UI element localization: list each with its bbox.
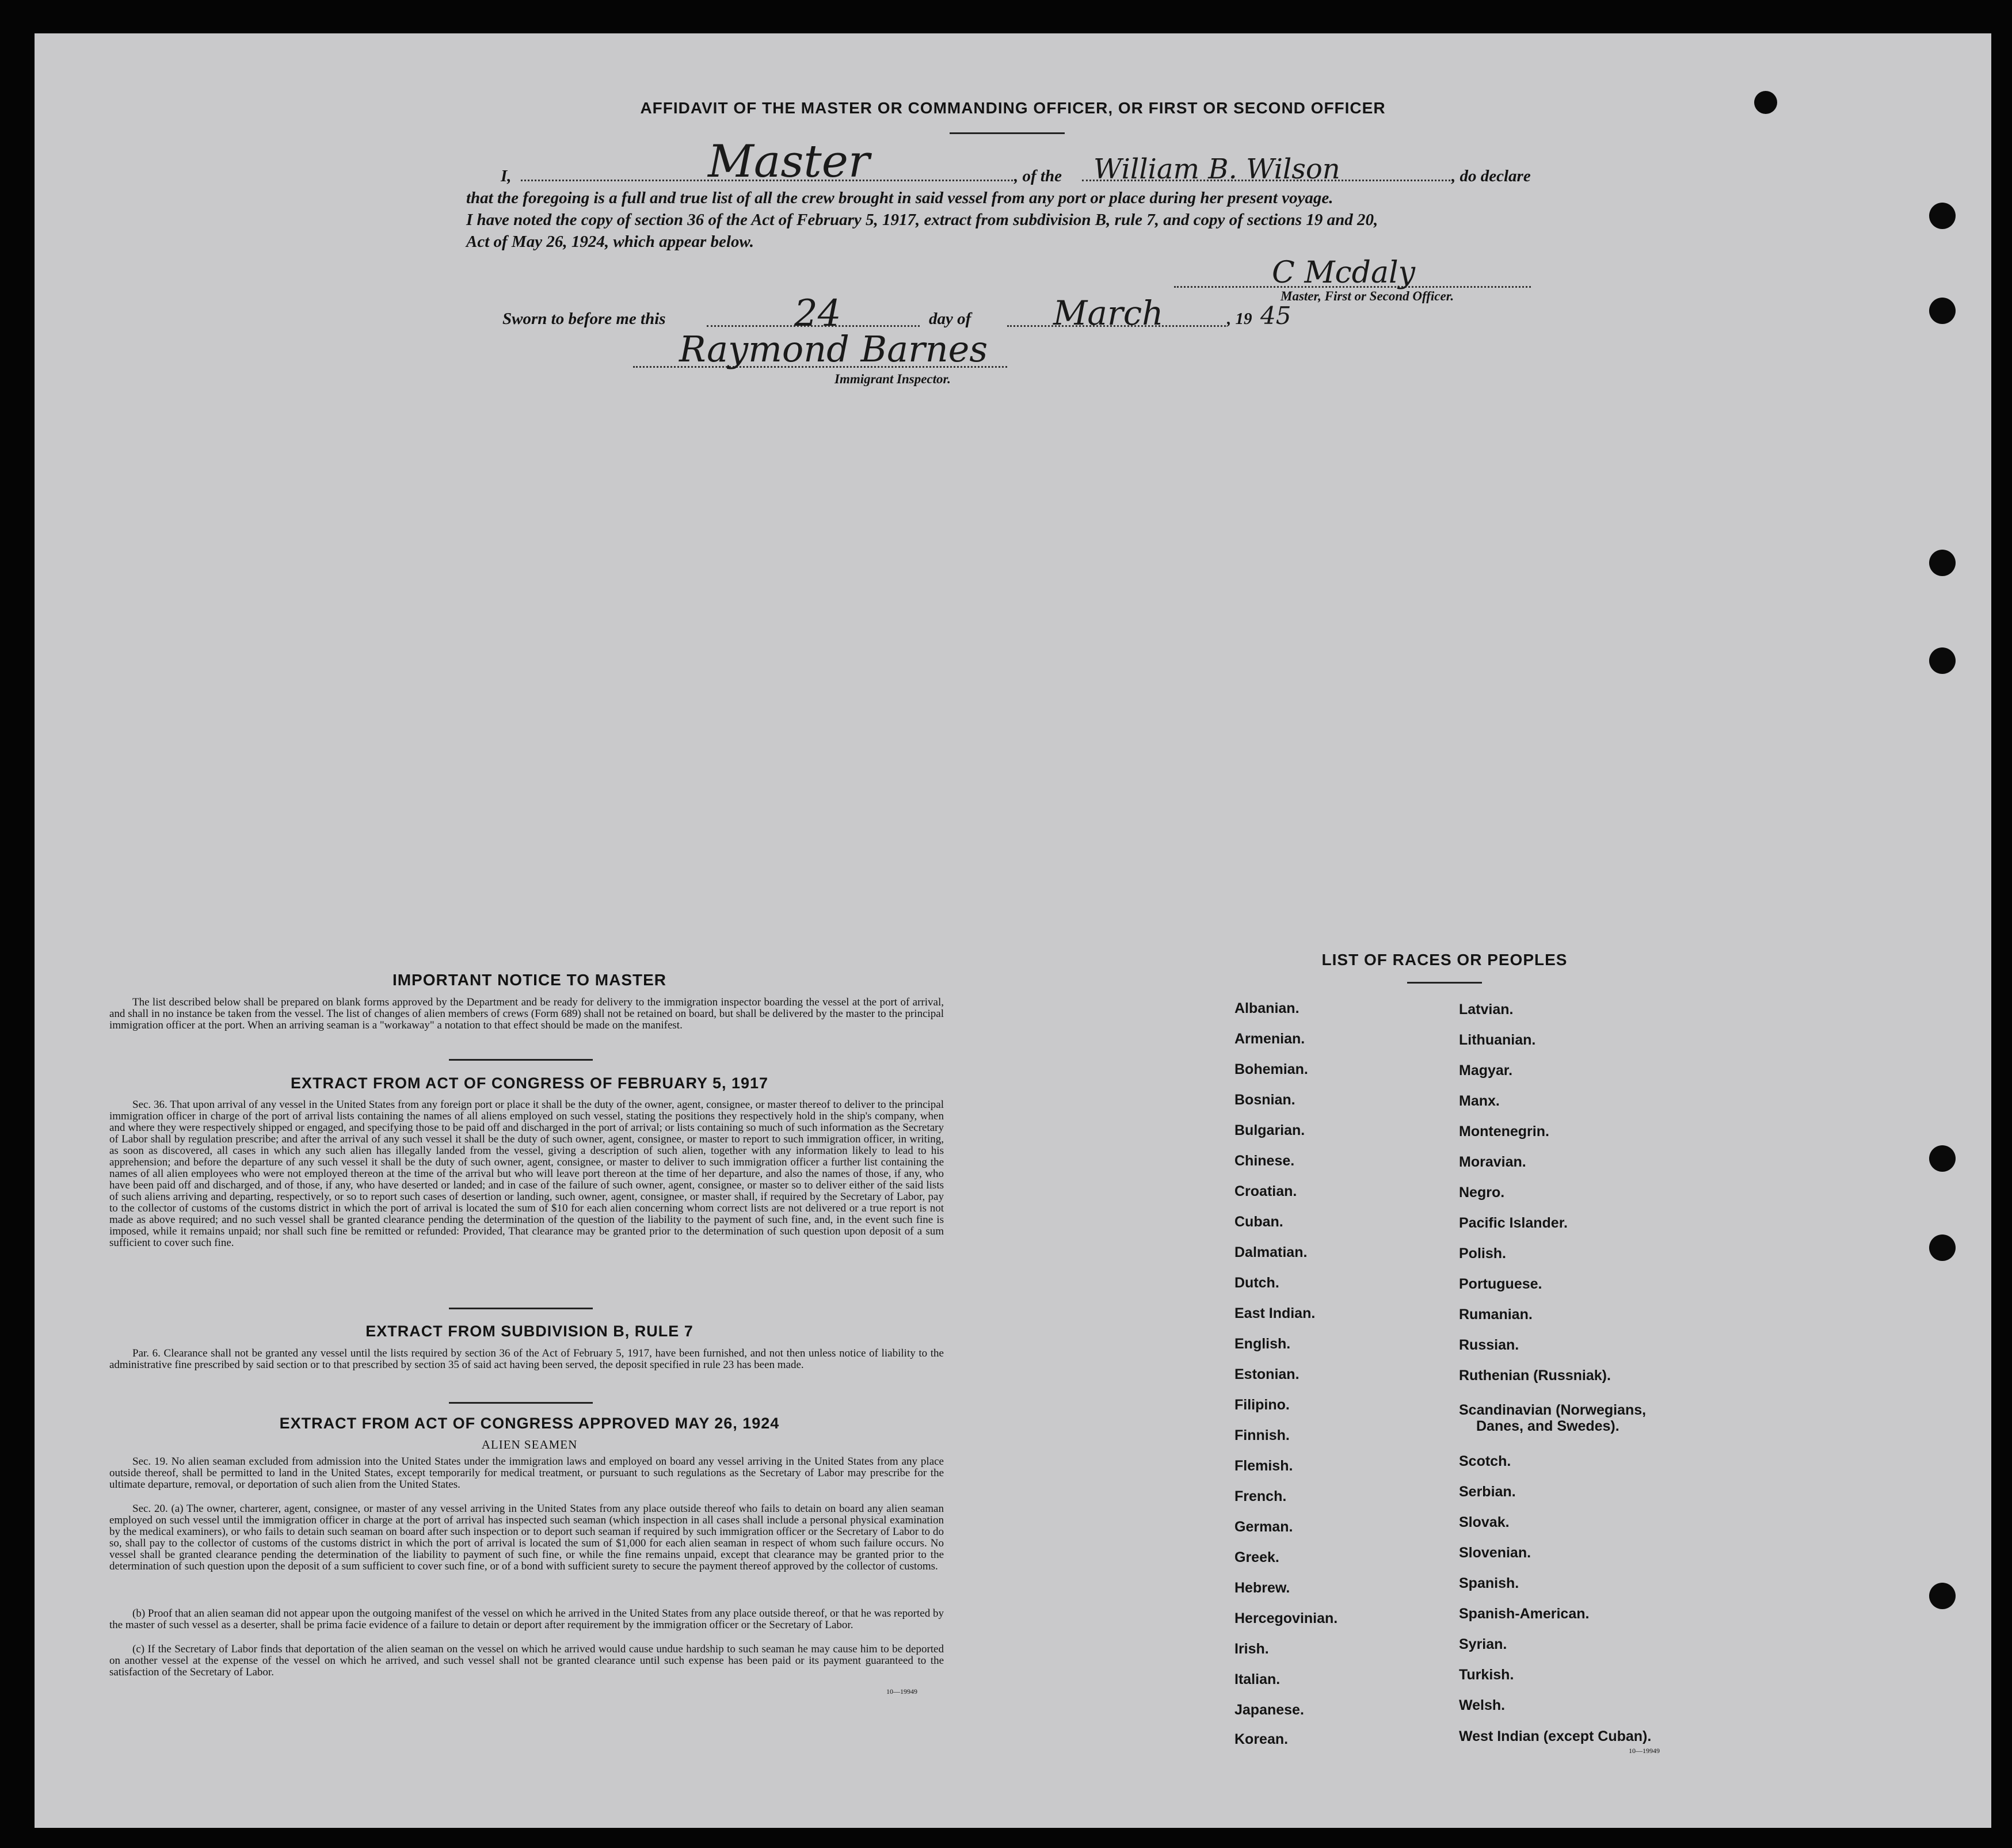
race-item: Manx. <box>1459 1093 1500 1109</box>
race-item: East Indian. <box>1234 1305 1316 1321</box>
sec20c-text: (c) If the Secretary of Labor finds that deportation of the alien seaman on the vessel on which he arrived would cause undue hardship to such seaman he may cause him to be deported on another vessel at the expense of the vessel on which he arrived, and such vessel shall not be granted clearance until such expense has been paid or its payment guaranteed to the satisfaction of the Secretary of Labor. <box>109 1643 944 1678</box>
extract-1917-title: EXTRACT FROM ACT OF CONGRESS OF FEBRUARY 5, 1917 <box>290 1074 769 1092</box>
race-item: Slovenian. <box>1459 1545 1531 1561</box>
race-item: Bulgarian. <box>1234 1122 1305 1138</box>
of-the-label: , of the <box>1014 167 1062 185</box>
punch-hole <box>1929 1234 1956 1261</box>
inspector-caption: Immigrant Inspector. <box>834 372 951 386</box>
sec19-text: Sec. 19. No alien seaman excluded from admission into the United States under the immigration laws and employed on board any vessel arriving in the United States from any place outside thereof, shall be permitted to land in the United States, except temporarily for medical treatment, or pursuant to such regulations as the Secretary of Labor may prescribe for the ultimate departure, removal, or deportation of such alien from the United States. <box>109 1455 944 1491</box>
section-divider <box>449 1308 593 1309</box>
section-divider <box>449 1059 593 1061</box>
race-item: Armenian. <box>1234 1031 1305 1047</box>
race-item: Greek. <box>1234 1549 1279 1565</box>
punch-hole <box>1929 298 1956 324</box>
year-prefix: , 19 <box>1227 310 1252 328</box>
race-item: Croatian. <box>1234 1183 1297 1199</box>
race-item: Russian. <box>1459 1337 1519 1353</box>
sworn-label: Sworn to before me this <box>502 310 666 328</box>
race-item: Spanish-American. <box>1459 1606 1590 1622</box>
vessel-handwritten: William B. Wilson <box>1093 153 1340 185</box>
extract-1924-title: EXTRACT FROM ACT OF CONGRESS APPROVED MAY 26, 1924 <box>279 1415 780 1432</box>
title-divider <box>950 132 1065 134</box>
race-item: Ruthenian (Russniak). <box>1459 1367 1611 1384</box>
races-title: LIST OF RACES OR PEOPLES <box>1321 951 1568 969</box>
race-item: Pacific Islander. <box>1459 1215 1568 1231</box>
affidavit-line-1: that the foregoing is a full and true list of all the crew brought in said vessel from any port or place during her present voyage. <box>466 189 1333 207</box>
officer-caption: Master, First or Second Officer. <box>1281 289 1454 303</box>
race-item: Syrian. <box>1459 1636 1507 1652</box>
race-item: Bosnian. <box>1234 1092 1295 1108</box>
notice-title: IMPORTANT NOTICE TO MASTER <box>392 971 667 989</box>
extract-1917-text: Sec. 36. That upon arrival of any vessel in the United States from any foreign port or place it shall be the duty of the owner, agent, consignee, or master thereof to deliver to the principal immigration officer in charge of the port of arrival lists containing the names of all aliens employed on such vessel, stating the positions they respectively hold in the ship's company, when and where they were respectively shipped or engaged, and specifying those to be paid off and discharged in the port of arrival; or lists containing so much of such information as the Secretary of Labor shall by regulation prescribe; and after the arrival of any such vessel it shall be the duty of such owner, agent, consignee, or master to report to such immigration officer, in writing, as soon as discovered, all cases in which any such alien has illegally landed from the vessel, giving a description of such alien, together with any information likely to lead to his apprehension; and before the departure of any such vessel it shall be the duty of such owner, agent, consignee, or master to deliver to such immigration officer a further list containing the names of all alien employees who were not employed thereon at the time of the arrival but who will leave port thereon at the time of her departure, and also the names of those, if any, who have been paid off and discharged, and of those, if any, who have deserted or landed; and in case of the failure of such owner, agent, consignee, or master so to deliver either of the said lists of such aliens arriving and departing, respectively, or so to report such cases of desertion or landing, such owner, agent, consignee, or master shall, if required by the Secretary of Labor, pay to the collector of customs of the customs district in which the port of arrival is located the sum of $10 for each alien concerning whom correct lists are not delivered or a true report is not made as above required; and no such vessel shall be granted clearance pending the determination of the question of the liability to the payment of such fine, and, in the event such fine is imposed, while it remains unpaid; nor shall such fine be remitted or refunded: Provided, That clearance may be granted prior to the determination of such question upon deposit of a sum sufficient to cover such fine. <box>109 1099 944 1249</box>
day-of-label: day of <box>929 310 971 328</box>
race-item: Finnish. <box>1234 1427 1290 1443</box>
race-item: French. <box>1234 1488 1287 1504</box>
inspector-signature: Raymond Barnes <box>679 328 988 370</box>
race-item: Chinese. <box>1234 1153 1295 1169</box>
affidavit-title: AFFIDAVIT OF THE MASTER OR COMMANDING OFFICER, OR FIRST OR SECOND OFFICER <box>640 99 1386 117</box>
race-item: Polish. <box>1459 1245 1506 1262</box>
race-item: Montenegrin. <box>1459 1123 1549 1140</box>
race-item: Japanese. <box>1234 1702 1304 1718</box>
race-item: Korean. <box>1234 1731 1289 1747</box>
races-divider <box>1407 982 1482 984</box>
punch-hole <box>1929 203 1956 229</box>
race-item: Danes, and Swedes). <box>1476 1418 1619 1434</box>
race-item: Latvian. <box>1459 1001 1514 1018</box>
affidavit-line-2: I have noted the copy of section 36 of the Act of February 5, 1917, extract from subdivision B, rule 7, and copy of sections 19 and 20, <box>466 211 1378 229</box>
race-item: Turkish. <box>1459 1667 1514 1683</box>
i-label: I, <box>501 167 512 185</box>
race-item: Italian. <box>1234 1671 1281 1687</box>
race-item: Irish. <box>1234 1641 1269 1657</box>
race-item: Filipino. <box>1234 1397 1290 1413</box>
race-item: Rumanian. <box>1459 1306 1533 1323</box>
race-item: Portuguese. <box>1459 1276 1542 1292</box>
race-item: German. <box>1234 1519 1293 1535</box>
race-item: Moravian. <box>1459 1154 1526 1170</box>
rule7-title: EXTRACT FROM SUBDIVISION B, RULE 7 <box>365 1323 693 1340</box>
race-item: West Indian (except Cuban). <box>1459 1728 1652 1744</box>
race-item: Hercegovinian. <box>1234 1610 1338 1626</box>
races-form-number: 10—19949 <box>1629 1747 1660 1755</box>
year-handwritten: 45 <box>1260 302 1291 330</box>
punch-hole <box>1929 550 1956 576</box>
rule7-text: Par. 6. Clearance shall not be granted any vessel until the lists required by section 36 of the Act of February 5, 1917, have been furnished, and not then unless notice of liability to the administrative fine prescribed by said section or to that prescribed by section 35 of said act having been served, the deposit specified in rule 23 has been made. <box>109 1347 944 1371</box>
race-item: Slovak. <box>1459 1514 1510 1530</box>
punch-hole <box>1929 647 1956 674</box>
officer-signature: C Mcdaly <box>1272 256 1415 290</box>
section-divider <box>449 1402 593 1404</box>
form-number: 10—19949 <box>886 1687 917 1695</box>
race-item: Flemish. <box>1234 1458 1293 1474</box>
race-item: Scotch. <box>1459 1453 1511 1469</box>
month-handwritten: March <box>1053 294 1164 333</box>
notice-text: The list described below shall be prepared on blank forms approved by the Department and be ready for delivery to the immigration inspector boarding the vessel at the port of arrival, and shall in no instance be taken from the vessel. The list of changes of alien members of crews (Form 689) shall not be retained on board, but shall be delivered by the master to the principal immigration officer at the port. When an arriving seaman is a "workaway" a notation to that effect should be made on the manifest. <box>109 996 944 1031</box>
sec20a-text: Sec. 20. (a) The owner, charterer, agent, consignee, or master of any vessel arriving in the United States from any place outside thereof who fails to detain on board any alien seaman employed on such vessel until the immigration officer in charge at the port of arrival has inspected such seaman (which inspection in all cases shall include a personal physical examination by the medical examiners), or who fails to detain such seaman on board after such inspection or to deport such seaman if required by such immigration officer or the Secretary of Labor to do so, shall pay to the collector of customs of the customs district in which the port of arrival is located the sum of $1,000 for each alien seaman in respect of whom such failure occurs. No vessel shall be granted clearance pending the determination of the liability to payment of such fine, or while the fine remains unpaid, except that clearance may be granted prior to the determination of such question upon the deposit of a sum sufficient to cover such fine, or of a bond with sufficient surety to secure the payment thereof approved by the collector of customs. <box>109 1503 944 1572</box>
race-item: Hebrew. <box>1234 1580 1290 1596</box>
punch-hole-top-corner <box>1754 91 1777 114</box>
race-item: Albanian. <box>1234 1000 1300 1016</box>
affidavit-line-3: Act of May 26, 1924, which appear below. <box>466 233 754 251</box>
race-item: Welsh. <box>1459 1697 1506 1713</box>
declare-label: , do declare <box>1451 167 1531 185</box>
race-item: Magyar. <box>1459 1062 1513 1079</box>
race-item: Spanish. <box>1459 1575 1519 1591</box>
punch-hole <box>1929 1583 1956 1609</box>
race-item: English. <box>1234 1336 1291 1352</box>
race-item: Serbian. <box>1459 1484 1516 1500</box>
day-handwritten: 24 <box>794 292 841 335</box>
alien-seamen-subtitle: ALIEN SEAMEN <box>481 1438 578 1451</box>
race-item: Bohemian. <box>1234 1061 1308 1077</box>
punch-hole <box>1929 1145 1956 1172</box>
race-item: Lithuanian. <box>1459 1032 1536 1048</box>
race-item: Negro. <box>1459 1184 1505 1201</box>
race-item: Dalmatian. <box>1234 1244 1308 1260</box>
race-item: Dutch. <box>1234 1275 1279 1291</box>
race-item: Cuban. <box>1234 1214 1283 1230</box>
race-item: Scandinavian (Norwegians, <box>1459 1402 1647 1418</box>
sec20b-text: (b) Proof that an alien seaman did not appear upon the outgoing manifest of the vessel on which he arrived in the United States from any place outside thereof, or that he was reported by the master of such vessel as a deserter, shall be prima facie evidence of a failure to detain or deport after requirement by the immigration officer or the Secretary of Labor. <box>109 1607 944 1631</box>
name-handwritten: Master <box>708 136 870 188</box>
race-item: Estonian. <box>1234 1366 1300 1382</box>
